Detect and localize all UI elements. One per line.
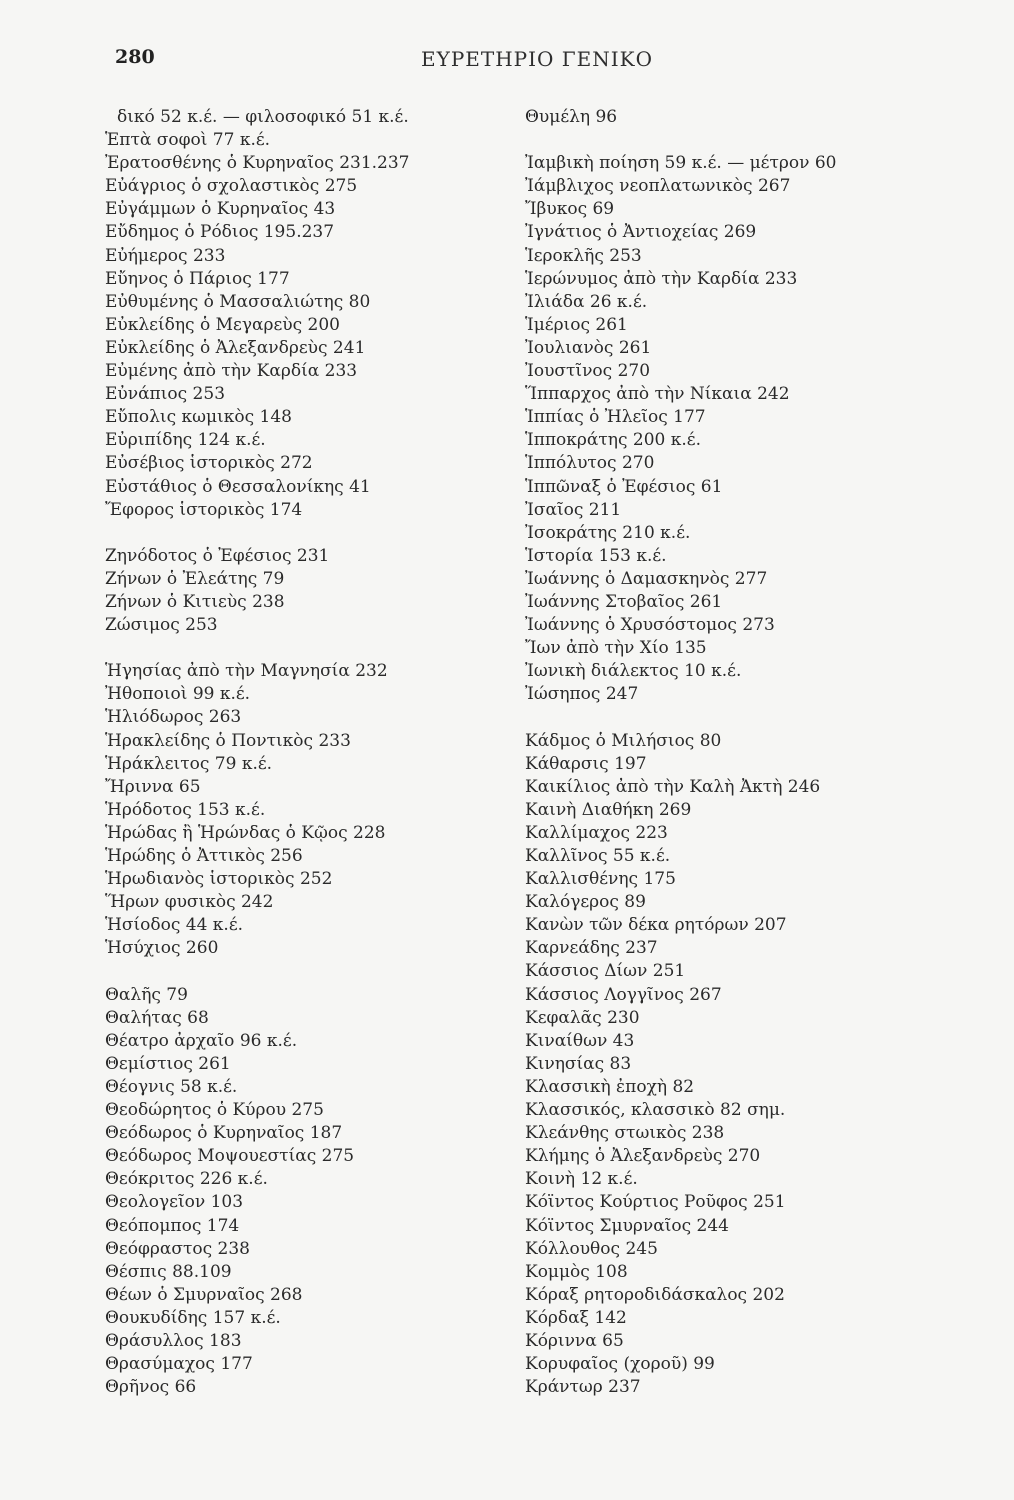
index-entry: Ἡσύχιος 260: [105, 938, 219, 959]
index-entry: Θεμίστιος 261: [105, 1053, 231, 1074]
index-entry: Κλήμης ὁ Ἀλεξανδρεὺς 270: [525, 1146, 761, 1167]
index-entry: Ἔφορος ἱστορικὸς 174: [105, 499, 303, 520]
index-entry: Κάσσιος Λογγῖνος 267: [525, 984, 722, 1005]
index-entry: Ἐρατοσθένης ὁ Κυρηναῖος 231.237: [105, 153, 410, 174]
index-entry: Καλλῖνος 55 κ.έ.: [525, 846, 671, 866]
index-entry: Θεολογεῖον 103: [105, 1192, 244, 1213]
index-entry: Κιναίθων 43: [525, 1030, 635, 1051]
index-entry: Ἰωάννης ὁ Χρυσόστομος 273: [525, 615, 775, 636]
index-entry: Θυμέλη 96: [525, 107, 618, 127]
index-entry: Εὐθυμένης ὁ Μασσαλιώτης 80: [105, 291, 371, 312]
index-entry: Κόϊντος Κούρτιος Ροῦφος 251: [525, 1192, 786, 1213]
index-entry: Ἡρακλείδης ὁ Ποντικὸς 233: [105, 730, 351, 751]
index-entry: Κάδμος ὁ Μιλήσιος 80: [525, 730, 722, 751]
index-entry: Ζώσιμος 253: [105, 615, 218, 636]
section-gap: [105, 960, 505, 983]
index-entry: Θεοδώρητος ὁ Κύρου 275: [105, 1100, 324, 1121]
index-entry: Ἱπποκράτης 200 κ.έ.: [525, 430, 701, 451]
index-entry: Θεόδωρος ὁ Κυρηναῖος 187: [105, 1123, 343, 1144]
index-entry: Κάσσιος Δίων 251: [525, 961, 686, 982]
index-entry: Ἰσοκράτης 210 κ.έ.: [525, 522, 691, 543]
index-entry: Καικίλιος ἀπὸ τὴν Καλὴ Ἀκτὴ 246: [525, 776, 821, 797]
index-entry: Ἰώσηπος 247: [525, 684, 639, 705]
index-entry: Εὐριπίδης 124 κ.έ.: [105, 430, 266, 451]
index-entry: Ἡρωδιανὸς ἱστορικὸς 252: [105, 869, 333, 890]
index-entry: Ἑπτὰ σοφοὶ 77 κ.έ.: [105, 130, 271, 151]
running-head: ΕΥΡΕΤΗΡΙΟ ΓΕΝΙΚΟ: [421, 47, 653, 71]
index-entry: Ἴβυκος 69: [525, 199, 615, 220]
index-entry: Ἱππῶναξ ὁ Ἐφέσιος 61: [525, 476, 723, 497]
section-gap: [525, 129, 975, 152]
index-entry: Κλεάνθης στωικὸς 238: [525, 1123, 725, 1144]
index-entry: Καλλίμαχος 223: [525, 822, 668, 843]
index-entry: Θρῆνος 66: [105, 1377, 197, 1398]
index-entry: Ἡλιόδωρος 263: [105, 707, 242, 728]
index-entry: Εὔδημος ὁ Ρόδιος 195.237: [105, 222, 335, 243]
index-entry: Ἵππαρχος ἀπὸ τὴν Νίκαια 242: [525, 384, 790, 405]
index-entry: Κλασσικὴ ἐποχὴ 82: [525, 1076, 695, 1097]
index-entry: Εὐνάπιος 253: [105, 384, 226, 405]
index-entry: Καινὴ Διαθήκη 269: [525, 799, 692, 820]
index-entry: Ζήνων ὁ Ἐλεάτης 79: [105, 568, 285, 589]
index-entry: Ἡράκλειτος 79 κ.έ.: [105, 753, 273, 774]
index-entry: Ἰουστῖνος 270: [525, 361, 651, 382]
index-entry: Θέατρο ἀρχαῖο 96 κ.έ.: [105, 1030, 298, 1051]
index-entry: Ζήνων ὁ Κιτιεὺς 238: [105, 591, 285, 612]
index-entry: Ἰωάννης ὁ Δαμασκηνὸς 277: [525, 568, 768, 589]
index-entry: Εὐσέβιος ἱστορικὸς 272: [105, 453, 313, 474]
section-gap: [105, 637, 505, 660]
index-entry: Ἰγνάτιος ὁ Ἀντιοχείας 269: [525, 222, 757, 243]
index-entry: Ἡγησίας ἀπὸ τὴν Μαγνησία 232: [105, 661, 388, 682]
index-entry: Θέσπις 88.109: [105, 1261, 232, 1282]
index-entry: Κανὼν τῶν δέκα ρητόρων 207: [525, 915, 787, 936]
index-entry: Ἡρώδας ἢ Ἡρώνδας ὁ Κῷος 228: [105, 822, 386, 843]
index-entry: Κομμὸς 108: [525, 1261, 628, 1282]
index-entry: Κάθαρσις 197: [525, 753, 647, 774]
index-entry: Ἰωάννης Στοβαῖος 261: [525, 591, 723, 612]
index-entry: Ἴων ἀπὸ τὴν Χίο 135: [525, 638, 707, 659]
index-entry: Εὐήμερος 233: [105, 245, 226, 266]
section-gap: [105, 522, 505, 545]
index-entry: Ἰαμβικὴ ποίηση 59 κ.έ. — μέτρον 60: [525, 153, 837, 174]
index-column-left: [105, 106, 505, 1399]
section-gap: [525, 706, 975, 729]
index-entry: Κόραξ ρητοροδιδάσκαλος 202: [525, 1284, 785, 1305]
index-entry: Κόρδαξ 142: [525, 1307, 627, 1328]
index-entry: Ἰλιάδα 26 κ.έ.: [525, 291, 648, 312]
index-entry: Ἱππόλυτος 270: [525, 453, 655, 474]
index-entry: Κλασσικός, κλασσικὸ 82 σημ.: [525, 1100, 786, 1121]
index-entry: Θέογνις 58 κ.έ.: [105, 1076, 238, 1097]
index-entry: Καλλισθένης 175: [525, 869, 676, 890]
index-entry: Ἠθοποιοὶ 99 κ.έ.: [105, 684, 251, 705]
index-entry: Κράντωρ 237: [525, 1377, 641, 1398]
index-entry: Εὐγάμμων ὁ Κυρηναῖος 43: [105, 199, 336, 220]
index-entry: Κορυφαῖος (χοροῦ) 99: [525, 1354, 715, 1375]
index-entry: Ζηνόδοτος ὁ Ἐφέσιος 231: [105, 545, 330, 566]
index-entry: Κόλλουθος 245: [525, 1238, 658, 1259]
index-entry: Ἰουλιανὸς 261: [525, 337, 652, 358]
index-entry: Εὔπολις κωμικὸς 148: [105, 407, 292, 428]
index-entry: Κοινὴ 12 κ.έ.: [525, 1169, 638, 1190]
index-entry: Θαλήτας 68: [105, 1007, 209, 1028]
index-entry: Ἡσίοδος 44 κ.έ.: [105, 915, 244, 936]
index-entry: Ἡρόδοτος 153 κ.έ.: [105, 799, 266, 820]
index-entry: Εὐκλείδης ὁ Ἀλεξανδρεὺς 241: [105, 337, 366, 358]
page-number: 280: [115, 46, 155, 68]
index-entry: Θράσυλλος 183: [105, 1330, 242, 1351]
index-entry: Θεόδωρος Μοψουεστίας 275: [105, 1146, 355, 1167]
index-entry: Εὔηνος ὁ Πάριος 177: [105, 268, 290, 289]
index-entry: Ἰσαῖος 211: [525, 499, 622, 520]
index-entry: Ἥρων φυσικὸς 242: [105, 892, 274, 913]
index-entry: Καρνεάδης 237: [525, 938, 658, 959]
index-entry: Ἱππίας ὁ Ἠλεῖος 177: [525, 407, 706, 428]
index-entry: Θεόφραστος 238: [105, 1238, 250, 1259]
index-entry: Ἡρώδης ὁ Ἀττικὸς 256: [105, 846, 303, 866]
index-entry: Εὐκλείδης ὁ Μεγαρεὺς 200: [105, 314, 340, 335]
index-entry: Θέων ὁ Σμυρναῖος 268: [105, 1284, 303, 1305]
index-entry: Θεόπομπος 174: [105, 1215, 240, 1236]
index-entry: Ἤριννα 65: [105, 776, 201, 797]
index-entry: Καλόγερος 89: [525, 892, 646, 913]
index-column-right: [525, 106, 975, 1399]
index-entry: Θρασύμαχος 177: [105, 1354, 253, 1375]
index-entry: Θεόκριτος 226 κ.έ.: [105, 1169, 268, 1190]
index-entry: Κεφαλᾶς 230: [525, 1007, 640, 1028]
index-entry: Θαλῆς 79: [105, 984, 188, 1005]
index-entry: Ἱερώνυμος ἀπὸ τὴν Καρδία 233: [525, 268, 798, 289]
index-entry: δικό 52 κ.έ. — φιλοσοφικό 51 κ.έ.: [117, 107, 409, 127]
index-entry: Θουκυδίδης 157 κ.έ.: [105, 1307, 281, 1328]
index-entry: Ἱεροκλῆς 253: [525, 245, 642, 266]
index-entry: Κόϊντος Σμυρναῖος 244: [525, 1215, 729, 1236]
index-entry: Ἰωνικὴ διάλεκτος 10 κ.έ.: [525, 661, 742, 682]
index-entry: Εὐστάθιος ὁ Θεσσαλονίκης 41: [105, 476, 371, 497]
index-entry: Κινησίας 83: [525, 1053, 632, 1074]
index-entry: Εὐάγριος ὁ σχολαστικὸς 275: [105, 176, 358, 197]
index-entry: Εὐμένης ἀπὸ τὴν Καρδία 233: [105, 361, 358, 382]
index-entry: Ἱμέριος 261: [525, 314, 628, 335]
index-entry: Ἰάμβλιχος νεοπλατωνικὸς 267: [525, 176, 791, 197]
index-entry: Κόριννα 65: [525, 1330, 624, 1351]
index-entry: Ἱστορία 153 κ.έ.: [525, 545, 667, 566]
